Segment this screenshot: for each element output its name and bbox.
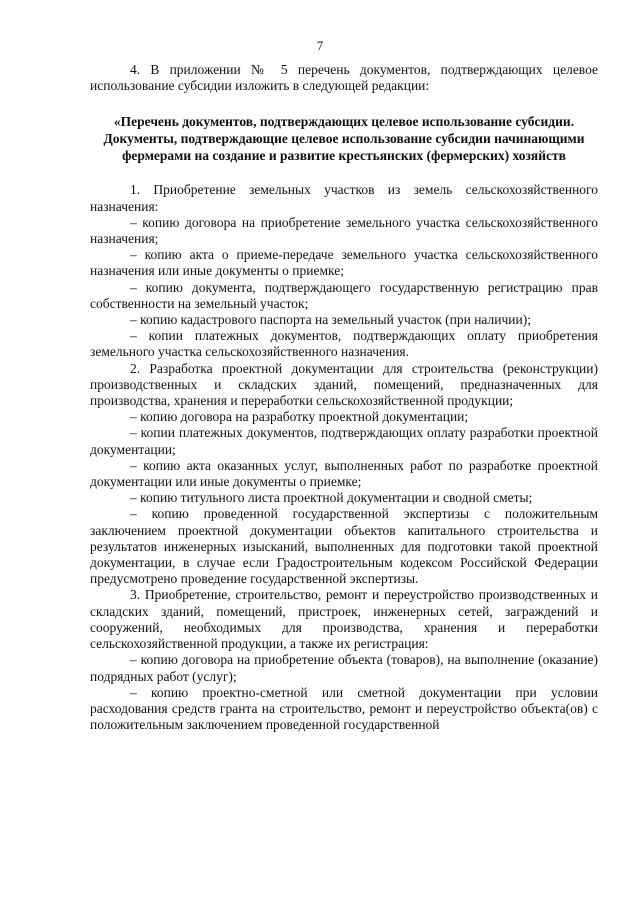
list-item: – копии платежных документов, подтверждающих оплату разработки проектной документации; xyxy=(90,425,598,457)
document-title xyxy=(90,113,598,164)
list-item: – копию документа, подтверждающего государственную регистрацию прав собственности на земельный участок; xyxy=(90,279,598,311)
intro-paragraph: 4. В приложении № 5 перечень документов, подтверждающих целевое использование субсидии изложить в следующей редакции: xyxy=(90,62,598,94)
title-line-1: «Перечень документов, подтверждающих целевое использование субсидии. xyxy=(113,114,575,130)
list-item: – копию проведенной государственной экспертизы с положительным заключением проектной документации объектов капитального строительства и результатов инженерных изысканий, выполненных для подготовки такой проектной документации, в случае если Градостроительным кодексом Российской Федерации предусмотрено проведение государственной экспертизы. xyxy=(90,506,598,587)
list-item: – копию договора на приобретение объекта (товаров), на выполнение (оказание) подрядных работ (услуг); xyxy=(90,652,598,684)
list-item: – копию договора на разработку проектной документации; xyxy=(130,409,469,425)
title-line-2: Документы, подтверждающие целевое использование субсидии начинающими фермерами на создание и развитие крестьянских (фермерских) хозяйств xyxy=(103,131,585,164)
list-item: – копии платежных документов, подтверждающих оплату приобретения земельного участка сельскохозяйственного назначения. xyxy=(90,328,598,360)
list-item: – копию проектно-сметной или сметной документации при условии расходования средств гранта на строительство, ремонт и переустройство объекта(ов) с положительным заключением проведенной государственной xyxy=(90,684,598,733)
list-item: – копию кадастрового паспорта на земельный участок (при наличии); xyxy=(130,312,531,328)
section-2-heading: 2. Разработка проектной документации для строительства (реконструкции) производственных и складских зданий, помещений, предназначенных для производства, хранения и переработки сельскохозяйственной продукции; xyxy=(90,360,598,409)
list-item: – копию титульного листа проектной документации и сводной сметы; xyxy=(130,490,533,506)
list-item: – копию договора на приобретение земельного участка сельскохозяйственного назначения; xyxy=(90,214,598,247)
page-number: 7 xyxy=(316,38,324,53)
list-item: – копию акта оказанных услуг, выполненных работ по разработке проектной документации или иные документы о приемке; xyxy=(90,457,598,490)
list-item: – копию акта о приеме-передаче земельного участка сельскохозяйственного назначения или иные документы о приемке; xyxy=(90,247,598,279)
section-3-heading: 3. Приобретение, строительство, ремонт и переустройство производственных и складских зданий, помещений, пристроек, инженерных сетей, заграждений и сооружений, необходимых для производства, хранения и переработки сельскохозяйственной продукции, а также их регистрация: xyxy=(90,587,598,652)
document-body xyxy=(90,62,598,733)
section-1-heading: 1. Приобретение земельных участков из земель сельскохозяйственного назначения: xyxy=(90,182,598,214)
